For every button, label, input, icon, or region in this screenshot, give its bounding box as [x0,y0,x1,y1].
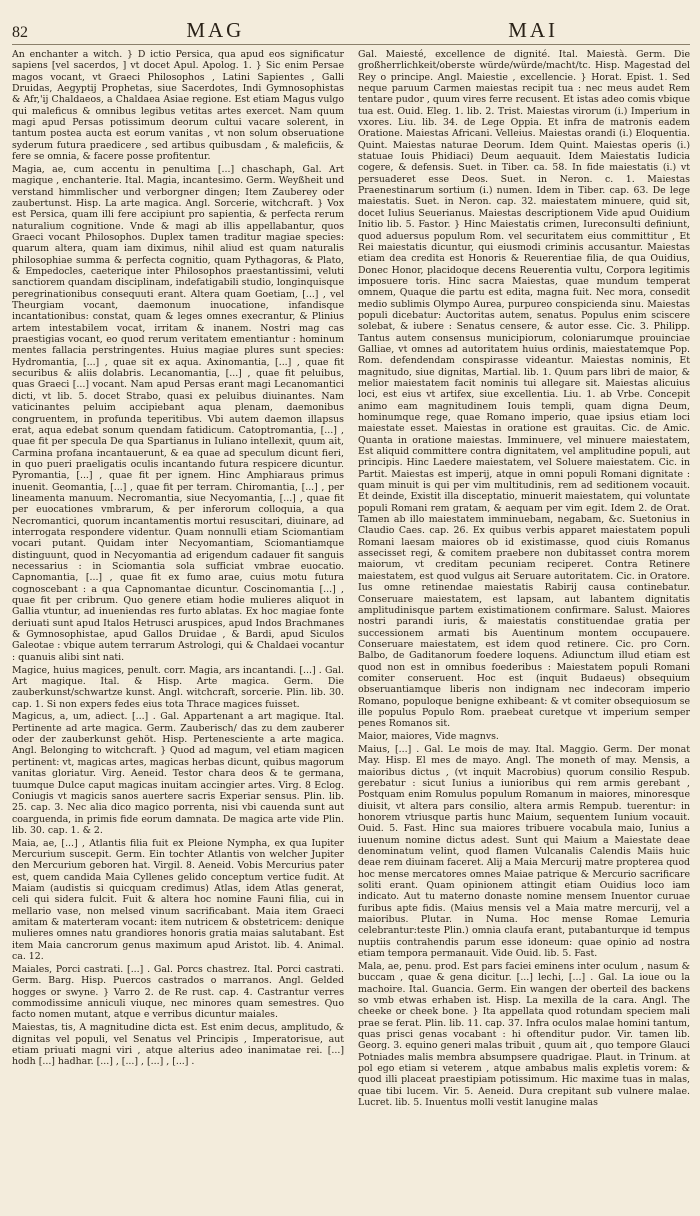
left-column [12,49,344,1209]
header-left-word: MAG [186,18,245,42]
entry-magicus: Magicus, a, um, adiect. [...] . Gal. Appartenant a art magique. Ital. Pertinente ad arte magica. Germ. Zauberisch/ das zu dem zauberer oder der zauberkunst gehöt. Hisp. Pertenesciente a arte magica. Angl. Belonging to witchcraft. } Quod ad magum, vel etiam magicen pertinent: vt, magicas artes, magicas herbas dicunt, quibus magorum vanitas gloriatur. Virg. Aeneid. Testor chara deos & te germana, tuumque Dulce caput magicas inuitam accingier artes. Virg. 8 Eclog. Coniugis vt magicis sanos auertere sacris Experiar sensus. Plin. lib. 25. cap. 3. Nec alia dico magico porrenta, nisi vbi cauenda sunt aut coarguenda, in primis fide eorum damnata. De magica arte vide Plin. lib. 30. cap. 1. & 2. [12,711,344,836]
running-header [12,18,690,45]
entry-maiestas-cont: Gal. Maiesté, excellence de dignité. Ital. Maiestà. Germ. Die großherrlichkeit/oberste würde/würde/macht/tc. Hisp. Magestad del Rey o principe. Angl. Maiestie , excellencie. } Horat. Epist. 1. Sed neque paruum Carmen maiestas recipit tua : nec meus audet Rem tentare pudor , quum vires ferre recusent. Et istas adeo comis vbique tua est. Ouid. Eleg. 1. lib. 2. Trist. Maiestas virorum (i.) Imperium in vxores. Liu. lib. 34. de Lege Oppia. Et infra de matronis eadem Oratione. Maiestas Africani. Velleius. Maiestas orandi (i.) Eloquentia. Quint. Maiestas naturae Deorum. Idem Quint. Maiestas operis (i.) statuae Iouis Phidiaci) Deum aequauit. Idem Maiestatis Iudicia cogere, & defensis. Suet. in Tiber. ca. 58. In fide maiestatis (i.) vt persuaderet esse Deos. Suet. in Neron. c. 1. Maiestas Praenestinarum sortium (i.) numen. Idem in Tiber. cap. 63. De lege maiestatis. Suet. in Neron. cap. 32. maiestatem minuere, quid sit, docet Iulius Seuerianus. Maiestas descriptionem Vide apud Ouidium Initio lib. 5. Fastor. } Hinc Maiestatis crimen, Iureconsulti definiunt, quod aduersus populum Rom. vel securitatem eius committitur , Et Rei maiestatis dicuntur, qui eiusmodi criminis accusantur. Maiestas etiam dea credita est Honoris & Reuerentiae filia, de qua Ouidius, Donec Honor, placidoque decens Reuerentia vultu, Corpora legitimis imposuere toris. Hinc sacra Maiestas, quae mundum temperat omnem, Quaque die partu est edita, magna fuit. Nec mora, consedit medio sublimis Olympo Aurea, purpureo conspicienda sinu. Maiestas populi dicebatur: Auctoritas autem, senatus. Populus enim sciscere solebat, & iubere : Senatus censere, & autor esse. Cic. 3. Philipp. Tantus autem consensus municipiorum, coloniarumque prouinciae Galliae, vt omnes ad autoritatem huius ordinis, maiestatemque Pop. Rom. defendendam conspirasse videantur. Maiestas nominis, Et magnitudo, siue dignitas, Martial. lib. 1. Quum pars libri de maior, & melior maiestatem facit nominis tui allegare sit. Maiestas alicuius loci, est eius vt artifex, siue excellentia. Liu. 1. ab Vrbe. Concepit animo eam magnitudinem Iouis templi, quam digna Deum, hominumque rege, quae Romano imperio, quae ipsius etiam loci maiestate esset. Maiestas in oratione est grauitas. Cic. de Amic. Quanta in oratione maiestas. Imminuere, vel minuere maiestatem, Est aliquid committere contra dignitatem, vel amplitudine populi, aut principis. Hinc Laedere maiestatem, vel Soluere maiestatem. Cic. in Partit. Maiestas est imperij, atque in omni populi Romani dignitate : quam minuit is qui per vim multitudinis, rem ad seditionem vocauit. Et deinde, Existit illa disceptatio, minuerit maiestatem, qui voluntate populi Romani rem gratam, & aequam per vim egit. Idem 2. de Orat. Tamen ab illo maiestatem imminuebam, negabam, &c. Suetonius in Claudio Caes. cap. 26. Ex quibus verbis apparet maiestatem populi Romani laesam maiores ob id existimasse, quod ciuis Romanus assecisset regi, & comitem praebere non dubitasset contra morem maiorum, vt creditam pecuniam reciperet. Contra Retinere maiestatem, est quod vulgus ait Seruare autoritatem. Cic. in Oratore. Ius omne retinendae maiestatis Rabirij causa continebatur. Conseruare maiestatem, est lapsam, aut labantem dignitatis amplitudinisque partem existimationem confirmare. Salust. Maiores nostri parandi iuris, & maiestatis constituendae gratia per successionem armati bis Auentinum montem occupauere. Conseruare maiestatem, est idem quod retinere. Cic. pro Corn. Balbo, de Gaditanorum foedere loquens. Adiunctum illud etiam est quod non est in omnibus foederibus : Maiestatem populi Romani comiter conseruent. Hoc est (inquit Budaeus) obsequium obseruantiamque liberis non indignam nec indecoram imperio Romano, populoque benigne exhibeant: & vt comiter obsequiosum se ille populus Populo Rom. praebeat curetque vt imperium semper penes Romanos sit. [358,49,690,730]
entry-maiestas: Maiestas, tis, A magnitudine dicta est. Est enim decus, amplitudo, & dignitas vel populi, vel Senatus vel Principis , Imperatorisue, aut etiam priuati magni viri , atque alterius adeo inanimatae rei. [...] hodh [...] hadhar. [...] , [...] , [...] , [...] . [12,1022,344,1068]
entry-magus: An enchanter a witch. } D ictio Persica, qua apud eos significatur sapiens [vel sacerdos, ] vt docet Apul. Apolog. 1. } Sic enim Persae magos vocant, vt Graeci Philosophos , Latini Sapientes , Galli Druidas, Aegyptij Prophetas, siue Sacerdotes, Indi Gymnosophistas & Afr,'ij Chaldaeos, a Chaldaea Asiae regione. Est etiam Magus vulgo qui maleficus & omnibus legibus vetitas artes exercet. Nam quum magi apud Persas potissimum deorum cultui vacare solerent, in tantum postea aucta est eorum vanitas , vt non solum obseruatione syderum futura praedicere , sed artibus quibusdam , & maleficiis, & fere se omnia, & facere posse profitentur. [12,49,344,163]
header-right-word: MAI [508,18,559,42]
two-column-body [12,49,690,1209]
entry-mala: Mala, ae, penu. prod. Est pars faciei eminens inter oculum , nasum & buccam , quae & gena dicitur. [...] lechi, [...] . Gal. La ioue ou la machoire. Ital. Guancia. Germ. Ein wangen der oberteil des backens so vmb etwas erhaben ist. Hisp. La mexilla de la cara. Angl. The cheeke or cheek bone. } Ita appellata quod rotundam speciem mali prae se ferat. Plin. lib. 11. cap. 37. Infra oculos malae homini tantum, quas prisci genas vocabant : hi oftenditur pudor. Vir. tamen lib. Georg. 3. equino generi malas tribuit , quum ait , quo tempore Glauci Potniades malis membra absumpsere quadrigae. Plaut. in Trinum. at pol ego etiam si veterem , atque ambabus malis expletis vorem: & quod illi placeat praestipiam potissimum. Hic maxime tuas in malas, quae tibi lucem. Vir. 5. Aeneid. Dura crepitant sub vulnere malae. Lucret. lib. 5. Inuentus molli vestit lanugine malas [358,961,690,1109]
entry-maior: Maior, maiores, Vide magnvs. [358,731,499,743]
entry-magia: Magia, ae, cum accentu in penultima [...] chaschaph, Gal. Art magique , enchanterie. Ital. Magia, incantesimo. Germ. Weyßheit und verstand himmlischer und verborgner dingen; Item Zauberey oder zaubertunst. Hisp. La arte magica. Angl. Sorcerie, witchcraft. } Vox est Persica, quam illi fere accipiunt pro sapientia, & perfecta rerum naturalium cognitione. Vnde & magi ab illis appellabantur, quos Graeci vocant Philosophos. Duplex tamen traditur magiae species: quarum altera, quam iam diximus, nihil aliud est quam naturalis philosophiae summa & perfecta cognitio, quam Pythagoras, & Plato, & Empedocles, caeterique inter Philosophos praestantissimi, veluti sanctiorem quandam disciplinam, indefatigabili studio, longinquisque peregrinationibus consequuti erant. Altera quam Goetiam, [...] , vel Theurgiam vocant, daemonum inuocatione, infandisque incantationibus: constat, quam & leges omnes execrantur, & Plinius artem intestabilem vocat, irritam & inanem. Nostri mag cas praestigias vocant, eo quod rerum veritatem ementiantur : hominum mentes fallacia perstringentes. Huius magiae plures sunt species: Hydromantia, [...] , quae sit ex aqua. Axinomantia, [...] , quae fit securibus & aliis dolabris. Lecanomantia, [...] , quae fit peluibus, quas Graeci [...] vocant. Nam apud Persas erant magi Lecanomantici dicti, vt lib. 5. docet Strabo, quasi ex peluibus diuinantes. Nam vaticinantes peluim accipiebant aqua plenam, daemonibus congruentem, in profunda teperitibus. Vbi autem daemon illapsus erat, aqua edebat sonum quendam fatidicum. Catoptromantia, [...] , quae fit per specula De qua Spartianus in Iuliano intellexit, quum ait, Carmina profana incantauerunt, & ea quae ad speculum dicunt fieri, in quo pueri praeligatis oculis incantando futura respicere dicuntur. Pyromantia, [...] , quae fit per ignem. Hinc Amphiaraus primus inuenit. Geomantia, [...] , quae fit per terram. Chiromantia, [...] , per lineamenta manuum. Necromantia, siue Necyomantia, [...] , quae fit per euocationes vmbrarum, & per inferorum colloquia, a qua Necromantici, quorum incantamentis mortui resuscitari, diuinare, ad interrogata respondere videntur. Quam nonnulli etiam Sciomantiam vocari putant. Quidam inter Necyomantiam, Sciomantiamque distinguunt, quod in Necyomantia ad erigendum cadauer fit sanguis necessarius : in Sciomantia sola sufficiat vmbrae euocatio. Capnomantia, [...] , quae fit ex fumo arae, cuius motu futura cognoscebant : a qua Capnomantae dicuntur. Coscinomantia [...] , quae fit per cribrum. Quo genere etiam hodie mulieres aliquot in Gallia vtuntur, ad inueniendas res furto ablatas. Ex hoc magiae fonte deriuati sunt apud Italos Hetrusci aruspices, apud Indos Brachmanes & Gymnosophistae, apud Gallos Druidae , & Bardi, apud Siculos Galeotae : vbique autem terrarum Astrologi, qui & Chaldaei vocantur : quanuis alibi sint nati. [12,163,344,663]
page-number: 82 [12,24,28,41]
entry-magice: Magice, huius magices, penult. corr. Magia, ars incantandi. [...] . Gal. Art magique. Ital. & Hisp. Arte magica. Germ. Die zauberkunst/schwartze kunst. Angl. witchcraft, sorcerie. Plin. lib. 30. cap. 1. Si non expers fedes eius tota Thrace magices fuisset. [12,664,344,710]
entry-maia: Maia, ae, [...] , Atlantis filia fuit ex Pleione Nympha, ex qua Iupiter Mercurium suscepit. Germ. Ein tochter Atlantis von welcher Jupiter den Mercurium geboren hat. Virgil. 8. Aeneid. Vobis Mercurius pater est, quem candida Maia Cyllenes gelido conceptum vertice fudit. At Maiam (audistis si quicquam credimus) Atlas, idem Atlas generat, celi qui sidera fulcit. Fuit & altera hoc nomine Fauni filia, cui in mellario vase, non melsed vinum sacrificabant. Maia item Graeci amitam & materteram vocant: item nutricem & obstetricem: denique mulieres omnes natu grandiores honoris gratia maias salutabant. Est item Maia cancrorum genus maximum apud Aristot. lib. 4. Animal. ca. 12. [12,837,344,963]
entry-maiales: Maiales, Porci castrati. [...] . Gal. Porcs chastrez. Ital. Porci castrati. Germ. Barg. Hisp. Puercos castrados o marranos. Angl. Gelded hogges or swyne. } Varro 2. de Re rust. cap. 4. Castrantur verres commodissime anniculi viuque, nec minores quam semestres. Quo facto nomen mutant, atque e verribus dicuntur maiales. [12,964,344,1021]
right-column [358,49,690,1209]
entry-maius: Maius, [...] . Gal. Le mois de may. Ital. Maggio. Germ. Der monat May. Hisp. El mes de mayo. Angl. The moneth of may. Mensis, a maioribus dictus , (vt inquit Macrobius) quorum consilio Respub. gerebatur : sicut Iunius a iunioribus qui rem armis gerebant , Postquam enim Romulus populum Romanum in maiores, minoresque diuisit, vt altera pars consilio, altera armis Rempub. tuerentur: in honorem vtriusque partis hunc Maium, sequentem Iunium vocauit. Ouid. 5. Fast. Hinc sua maiores tribuere vocabula maio, Iunius a iuuenum nomine dictus adest. Sunt qui Maium a Maiestate deae denominatum velint, quod flamen Vulcanalis Calendis Maiis huic deae rem diuinam faceret. Alij a Maia Mercurij matre propterea quod hoc mense mercatores omnes Maiae patrique & Mercurio sacrificare soliti erant. Quam opinionem attingit etiam Ouidius loco iam indicato. Aut tu materno donaste nomine mensem Inuentor curuae furibus apte fidis. (Maius mensis vel a Maia matre mercurij, vel a maioribus. Plutar. in Numa. Hoc mense Romae Lemuria celebrantur:teste Plin.) omnia claufa erant, putabanturque id tempus nuptiis contrahendis parum esse idoneum: quae opinio ad nostra etiam tempora permanauit. Vide Ouid. lib. 5. Fast. [358,743,690,960]
